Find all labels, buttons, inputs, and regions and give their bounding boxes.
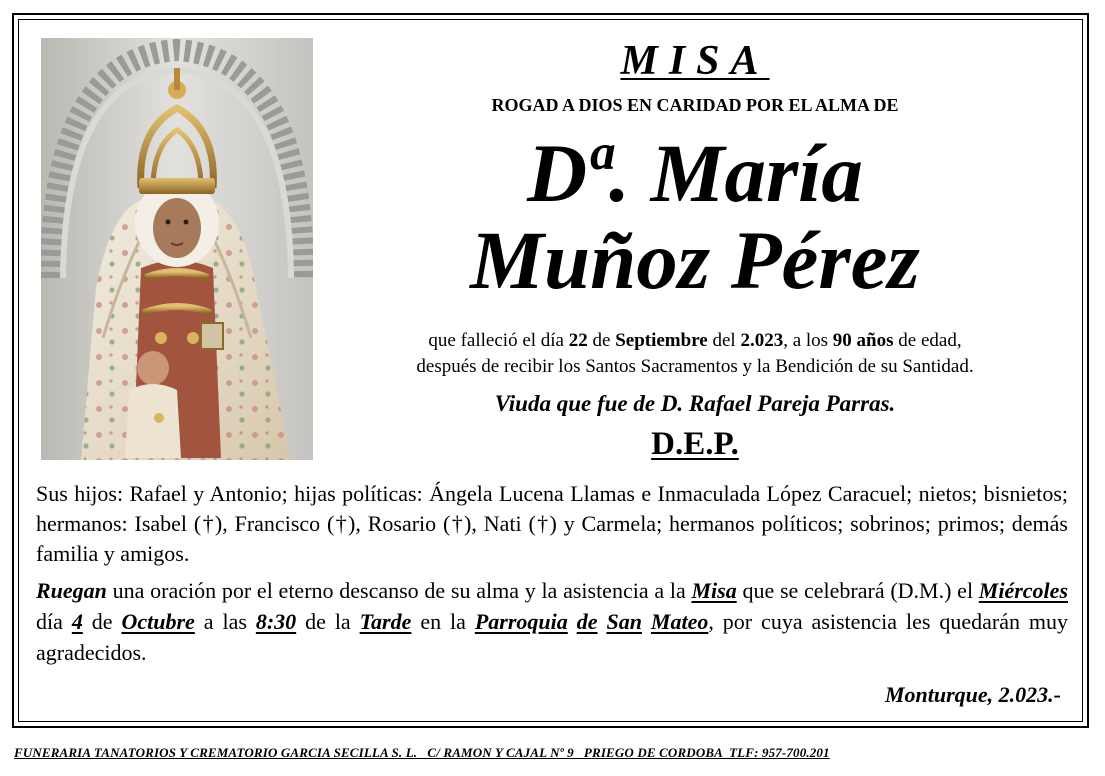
sacraments-line: después de recibir los Santos Sacramentos y la Bendición de su Santidad. — [416, 356, 974, 377]
funeral-home-footer: FUNERARIA TANATORIOS Y CREMATORIO GARCIA SECILLA S. L. C/ RAMON Y CAJAL Nº 9 PRIEGO DE CORDOBA TLF: 957-700.201 — [14, 745, 830, 760]
virgin-mary-statue-image — [41, 38, 313, 460]
place-date: Monturque, 2.023.- — [884, 682, 1061, 707]
family-paragraph: Sus hijos: Rafael y Antonio; hijas políticas: Ángela Lucena Llamas e Inmaculada López Caracuel; nietos; bisnietos; hermanos: Isabel (†), Francisco (†), Rosario (†), Nati (†) y Carmela; hermanos políticos; sobrinos; primos; demás familia y amigos. — [36, 481, 1068, 566]
death-notice: que falleció el día 22 de Septiembre del 2.023, a los 90 años de edad, después de recibir los Santos Sacramentos y la Bendición de su Santidad. — [416, 330, 974, 377]
pray-line: ROGAD A DIOS EN CARIDAD POR EL ALMA DE — [491, 95, 899, 115]
title: MISA — [620, 38, 770, 84]
widow-line: Viuda que fue de D. Rafael Pareja Parras. — [494, 391, 896, 416]
dep-label: D.E.P. — [651, 426, 739, 462]
deceased-name-line2: Muñoz Pérez — [470, 214, 920, 306]
mass-paragraph: Ruegan una oración por el eterno descanso de su alma y la asistencia a la Misa que se celebrará (D.M.) el Miércoles día 4 de Octubre a las 8:30 de la Tarde en la Parroquia de San Mateo, por cuya asistencia les quedarán muy agradecidos. — [36, 578, 1069, 665]
deceased-name-line1: Dª. María — [527, 127, 863, 219]
